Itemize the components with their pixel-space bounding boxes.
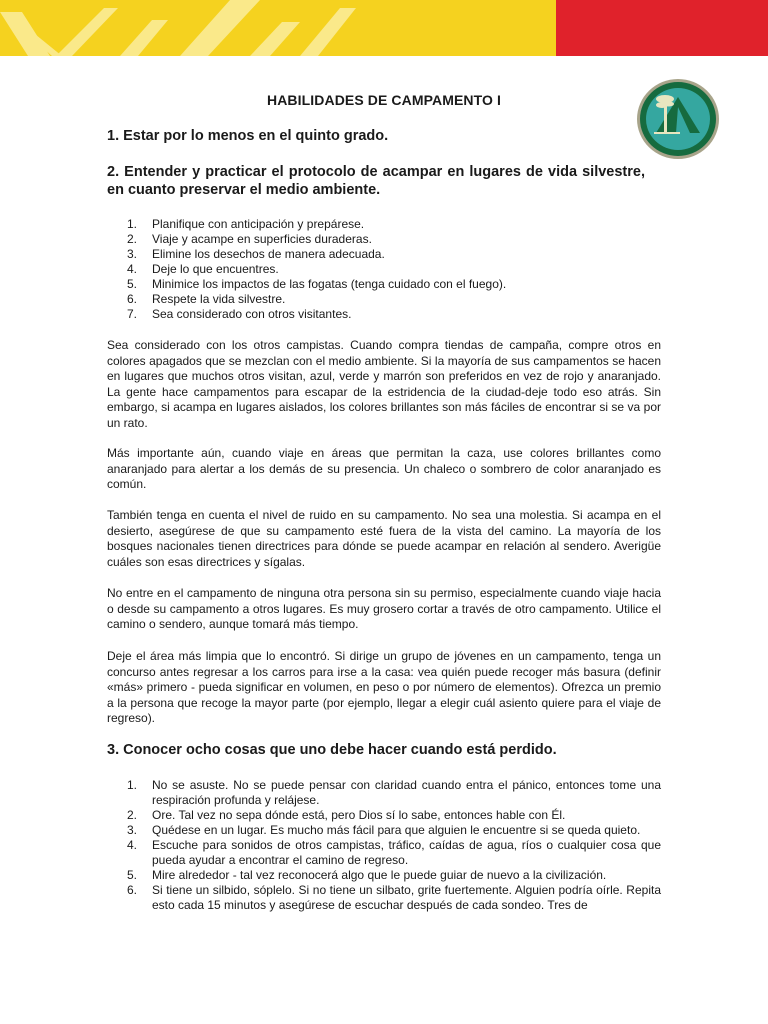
list-item: 6. Si tiene un silbido, sóplelo. Si no tiene un silbato, grite fuertemente. Alguien podría oírle. Repita esto cada 15 minutos y asegúrese de escuchar después de cada sondeo. Tres de [127, 883, 661, 912]
list-item: 3. Elimine los desechos de manera adecuada. [127, 247, 385, 261]
list-item: 1. Planifique con anticipación y prepárese. [127, 217, 365, 231]
paragraph: También tenga en cuenta el nivel de ruido en su campamento. No sea una molestia. Si acampa en el desierto, asegúrese de que su campamento esté fuera de la vista del camino. La mayoría de los bosques nacionales tienen directrices para dónde se puede acampar en relación al sendero. Averigüe cuáles son esas directrices y sígalas. [107, 508, 661, 569]
list-item: 7. Sea considerado con otros visitantes. [127, 307, 352, 321]
section-heading-2: 2. Entender y practicar el protocolo de acampar en lugares de vida silvestre, en cuanto preservar el medio ambiente. [107, 164, 645, 198]
header-red-band [556, 0, 768, 56]
list-item: 2. Ore. Tal vez no sepa dónde está, pero Dios sí lo sabe, entonces hable con Él. [127, 808, 566, 822]
list-item: 4. Deje lo que encuentres. [127, 262, 279, 276]
list-item: 2. Viaje y acampe en superficies duraderas. [127, 232, 372, 246]
header-banner [0, 0, 768, 56]
section-heading-1: 1. Estar por lo menos en el quinto grado. [107, 128, 389, 144]
paragraph: Deje el área más limpia que lo encontró. Si dirige un grupo de jóvenes en un campamento, tenga un concurso antes regresar a los carros para irse a la casa: vea quién puede recoger más basura (definir «más» primero - pueda significar en volumen, en peso o por número de elementos). Ofrezca un premio a la persona que recoge la mayor parte (por ejemplo, llegar a elegir cuál asiento quiere para el viaje de regreso). [107, 649, 661, 725]
list-item: 5. Mire alrededor - tal vez reconocerá algo que le puede guiar de nuevo a la civilización. [127, 868, 607, 882]
list-item: 3. Quédese en un lugar. Es mucho más fácil para que alguien le encuentre si se queda quieto. [127, 823, 641, 837]
paragraph: No entre en el campamento de ninguna otra persona sin su permiso, especialmente cuando viaje hacia o desde su campamento a otros lugares. Es muy grosero cortar a través de otro campamento. Utilice el camino o sendero, aunque tomará más tiempo. [107, 586, 661, 631]
list-item: 5. Minimice los impactos de las fogatas (tenga cuidado con el fuego). [127, 277, 507, 291]
paragraph: Sea considerado con los otros campistas. Cuando compra tiendas de campaña, compre otros en colores apagados que se mezclan con el medio ambiente. Si la mayoría de sus campamentos se hacen en lugares que muchos otros visitan, azul, verde y marrón son preferidos en vez de rojo y anaranjado. La gente hace campamentos para escapar de la estridencia de la ciudad-deje todo eso atrás. Sin embargo, si acampa en lugares aislados, los colores brillantes son más fáciles de encontrar si se va por un rato. [107, 338, 661, 430]
protocol-list [107, 217, 661, 322]
camping-tent-tree-badge-icon [636, 77, 720, 161]
section-heading-3: 3. Conocer ocho cosas que uno debe hacer cuando está perdido. [107, 742, 557, 758]
lost-steps-list [107, 778, 661, 913]
list-item: 1. No se asuste. No se puede pensar con claridad cuando entra el pánico, entonces tome una respiración profunda y relájese. [127, 778, 661, 807]
paragraph: Más importante aún, cuando viaje en áreas que permitan la caza, use colores brillantes como anaranjado para alertar a los demás de su presencia. Un chaleco o sombrero de color anaranjado es común. [107, 446, 661, 491]
page-title: HABILIDADES DE CAMPAMENTO I [267, 92, 501, 108]
list-item: 4. Escuche para sonidos de otros campistas, tráfico, caídas de agua, ríos o cualquier cosa que pueda ayudar a encontrar el camino de regreso. [127, 838, 661, 867]
list-item: 6. Respete la vida silvestre. [127, 292, 286, 306]
